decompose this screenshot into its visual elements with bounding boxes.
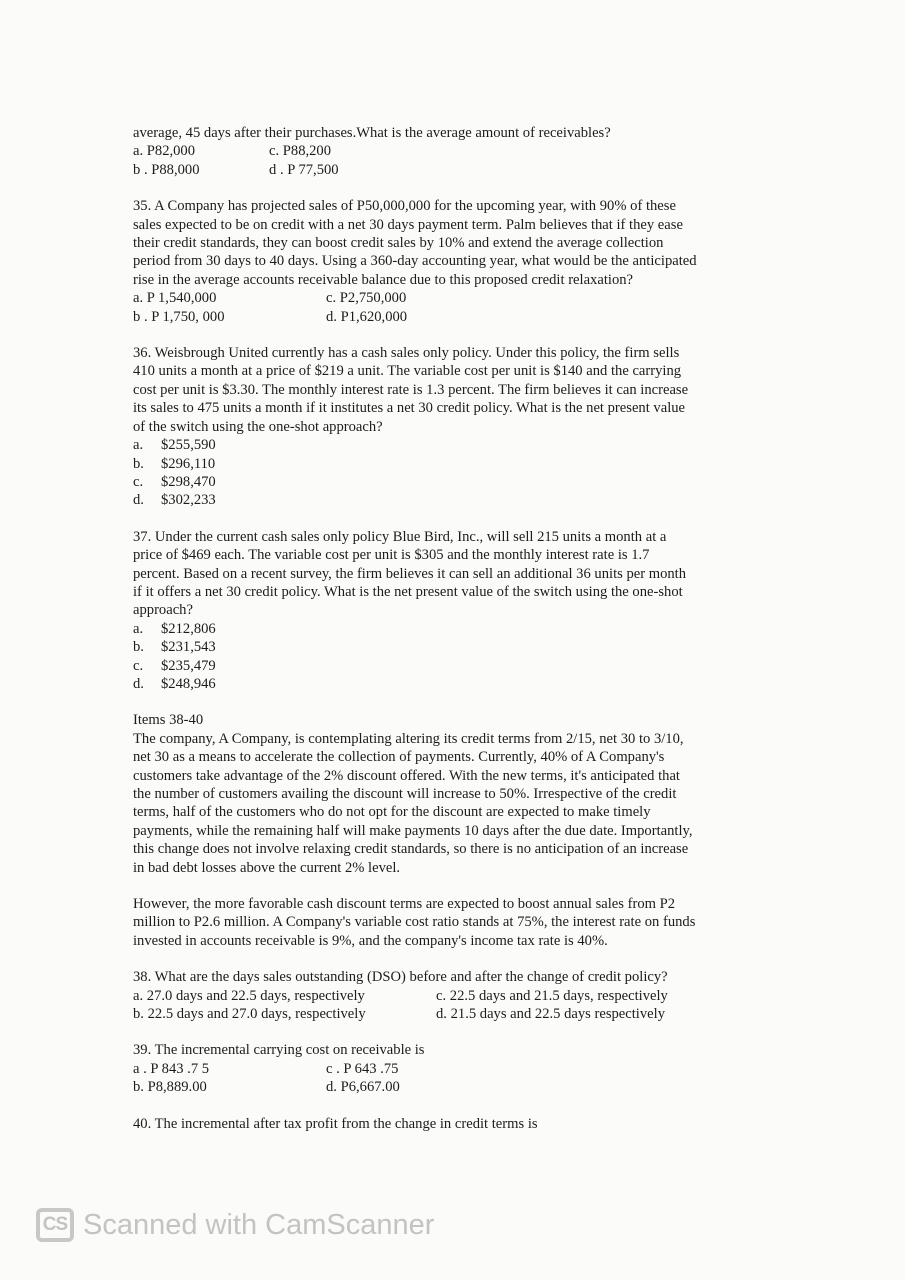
q39-question: 39. The incremental carrying cost on receivable is <box>133 1042 425 1059</box>
q36-options <box>133 436 773 510</box>
option-value: $302,233 <box>161 492 216 509</box>
q35-line: their credit standards, they can boost credit sales by 10% and extend the average collection <box>133 235 664 252</box>
option-value: $298,470 <box>161 473 216 490</box>
q39-option-b: b. P8,889.00 <box>133 1079 207 1096</box>
q37-question <box>133 528 773 620</box>
paragraph-line: customers take advantage of the 2% discount offered. With the new terms, it's anticipated that <box>133 767 680 784</box>
q35-question <box>133 197 773 289</box>
q37-option <box>133 638 773 656</box>
q36-line: 410 units a month at a price of $219 a unit. The variable cost per unit is $140 and the carrying <box>133 363 682 380</box>
q37-line: 37. Under the current cash sales only policy Blue Bird, Inc., will sell 215 units a month at a <box>133 528 667 545</box>
option-letter: c. <box>133 473 144 490</box>
camscanner-logo-icon: CS <box>36 1208 74 1242</box>
paragraph-line: However, the more favorable cash discount terms are expected to boost annual sales from P2 <box>133 896 676 913</box>
q38-options <box>133 987 773 1024</box>
option-value: $296,110 <box>161 455 216 472</box>
camscanner-watermark <box>36 1208 434 1242</box>
paragraph-line: million to P2.6 million. A Company's variable cost ratio stands at 75%, the interest rate on funds <box>133 914 696 931</box>
paragraph-line: this change does not involve relaxing credit standards, so there is no anticipation of an increase <box>133 841 689 858</box>
option-value: $255,590 <box>161 437 216 454</box>
q35-line: period from 30 days to 40 days. Using a 360-day accounting year, what would be the anticipated <box>133 253 697 270</box>
q36-option <box>133 436 773 454</box>
q35-options <box>133 289 773 326</box>
q36-line: of the switch using the one-shot approach? <box>133 418 383 435</box>
q36-option <box>133 491 773 509</box>
q36-line: cost per unit is $3.30. The monthly interest rate is 1.3 percent. The firm believes it can increase <box>133 381 689 398</box>
option-value: $248,946 <box>161 675 216 692</box>
q37-option <box>133 675 773 693</box>
q40-question: 40. The incremental after tax profit from the change in credit terms is <box>133 1115 538 1132</box>
paragraph-line: in bad debt losses above the current 2% level. <box>133 859 401 876</box>
option-value: $231,543 <box>161 639 216 656</box>
q38-option-c: c. 22.5 days and 21.5 days, respectively <box>436 987 668 1004</box>
items-heading: Items 38-40 <box>133 712 204 729</box>
option-letter: c. <box>133 657 144 674</box>
q34-option-c: c. P88,200 <box>269 143 332 160</box>
q35-line: 35. A Company has projected sales of P50,000,000 for the upcoming year, with 90% of these <box>133 198 676 215</box>
q39-option-d: d. P6,667.00 <box>326 1079 400 1096</box>
q37-line: percent. Based on a recent survey, the firm believes it can sell an additional 36 units per month <box>133 565 687 582</box>
option-letter: d. <box>133 675 144 692</box>
items-paragraph-2 <box>133 895 773 950</box>
watermark-text: Scanned with CamScanner <box>83 1208 435 1241</box>
q37-line: price of $469 each. The variable cost per unit is $305 and the monthly interest rate is 1.7 <box>133 547 650 564</box>
q34-option-a: a. P82,000 <box>133 143 196 160</box>
option-value: $235,479 <box>161 657 216 674</box>
q39-option-a: a . P 843 .7 5 <box>133 1060 210 1077</box>
q34-option-b: b . P88,000 <box>133 161 200 178</box>
q38-option-b: b. 22.5 days and 27.0 days, respectively <box>133 1006 366 1023</box>
paragraph-line: The company, A Company, is contemplating altering its credit terms from 2/15, net 30 to 3/10, <box>133 730 684 747</box>
items-paragraph-1 <box>133 730 773 877</box>
q37-line: if it offers a net 30 credit policy. What is the net present value of the switch using the one-shot <box>133 583 683 600</box>
q38-question: 38. What are the days sales outstanding (DSO) before and after the change of credit policy? <box>133 969 668 986</box>
q37-line: approach? <box>133 602 193 619</box>
q35-option-c: c. P2,750,000 <box>326 290 407 307</box>
paragraph-line: the number of customers availing the discount will increase to 50%. Irrespective of the credit <box>133 786 677 802</box>
q35-option-b: b . P 1,750, 000 <box>133 308 225 325</box>
option-letter: d. <box>133 492 144 509</box>
q38-option-a: a. 27.0 days and 22.5 days, respectively <box>133 987 365 1004</box>
q37-option <box>133 657 773 675</box>
q36-line: its sales to 475 units a month if it institutes a net 30 credit policy. What is the net present value <box>133 400 686 417</box>
q35-option-a: a. P 1,540,000 <box>133 290 217 307</box>
q37-option <box>133 620 773 638</box>
paragraph-line: payments, while the remaining half will make payments 10 days after the due date. Importantly, <box>133 822 693 839</box>
option-value: $212,806 <box>161 620 216 637</box>
option-letter: a. <box>133 437 144 454</box>
paragraph-line: net 30 as a means to accelerate the collection of payments. Currently, 40% of A Company's <box>133 749 665 766</box>
paragraph-line: terms, half of the customers who do not opt for the discount are expected to make timely <box>133 804 651 821</box>
q38-option-d: d. 21.5 days and 22.5 days respectively <box>436 1006 665 1023</box>
q35-line: rise in the average accounts receivable balance due to this proposed credit relaxation? <box>133 271 634 288</box>
option-letter: b. <box>133 639 144 656</box>
q36-option <box>133 473 773 491</box>
option-letter: b. <box>133 455 144 472</box>
option-letter: a. <box>133 620 144 637</box>
q35-line: sales expected to be on credit with a net 30 days payment term. Palm believes that if they ease <box>133 216 683 233</box>
q39-options <box>133 1060 773 1097</box>
q39-option-c: c . P 643 .75 <box>326 1060 399 1077</box>
q37-options <box>133 620 773 694</box>
q36-line: 36. Weisbrough United currently has a cash sales only policy. Under this policy, the firm sells <box>133 345 680 362</box>
q36-question <box>133 344 773 436</box>
q34-option-d: d . P 77,500 <box>269 161 339 178</box>
q35-option-d: d. P1,620,000 <box>326 308 408 325</box>
paragraph-line: invested in accounts receivable is 9%, and the company's income tax rate is 40%. <box>133 932 608 949</box>
q34-continuation: average, 45 days after their purchases.What is the average amount of receivables? <box>133 125 611 141</box>
q36-option <box>133 455 773 473</box>
q34-options <box>133 142 773 179</box>
document-page <box>133 124 773 1133</box>
